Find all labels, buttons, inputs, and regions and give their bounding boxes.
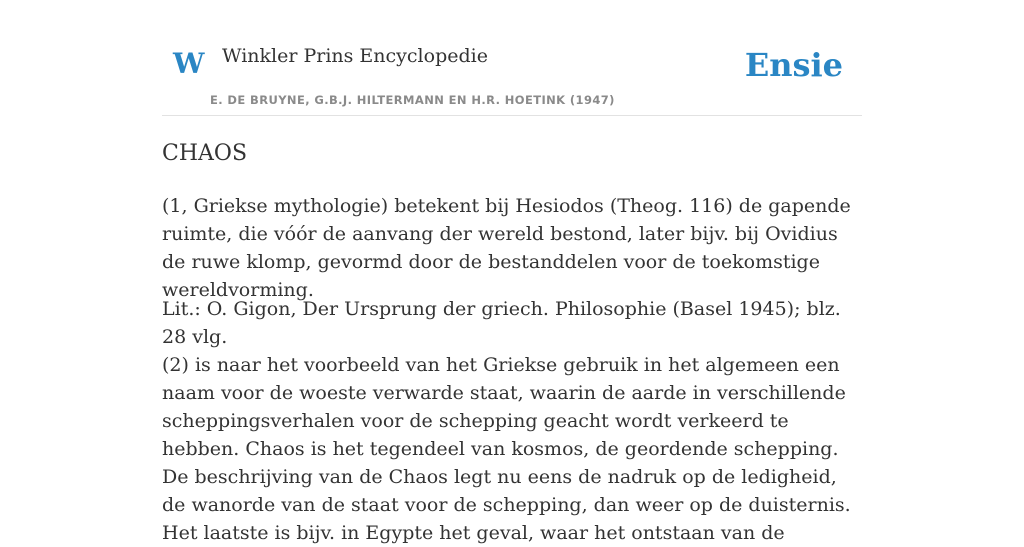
publication-logo[interactable]: W [173, 47, 205, 80]
article-page [162, 0, 862, 544]
article-paragraph: (2) is naar het voorbeeld van het Griekse gebruik in het algemeen een naam voor de woeste verwarde staat, waarin de aarde in verschillende scheppingsverhalen voor de schepping geacht wordt verkeerd te hebben. Chaos is het tegendeel van kosmos, de geordende schepping. De beschrijving van de Chaos legt nu eens de nadruk op de ledigheid, de wanorde van de staat voor de schepping, dan weer op de duisternis. Het laatste is bijv. in Egypte het geval, waar het ontstaan van de [162, 354, 851, 544]
publication-authors: E. DE BRUYNE, G.B.J. HILTERMANN EN H.R. HOETINK (1947) [210, 93, 615, 107]
article-paragraph: (1, Griekse mythologie) betekent bij Hesiodos (Theog. 116) de gapende ruimte, die vóór de aanvang der wereld bestond, later bijv. bij Ovidius de ruwe klomp, gevormd door de bestanddelen voor de toekomstige wereldvorming. [162, 195, 851, 301]
publication-title[interactable]: Winkler Prins Encyclopedie [222, 45, 488, 67]
literature-reference: Lit.: O. Gigon, Der Ursprung der griech. Philosophie (Basel 1945); blz. 28 vlg. [162, 298, 841, 348]
article-title: CHAOS [162, 141, 248, 166]
site-logo[interactable]: Ensie [744, 46, 843, 84]
header [162, 0, 862, 116]
